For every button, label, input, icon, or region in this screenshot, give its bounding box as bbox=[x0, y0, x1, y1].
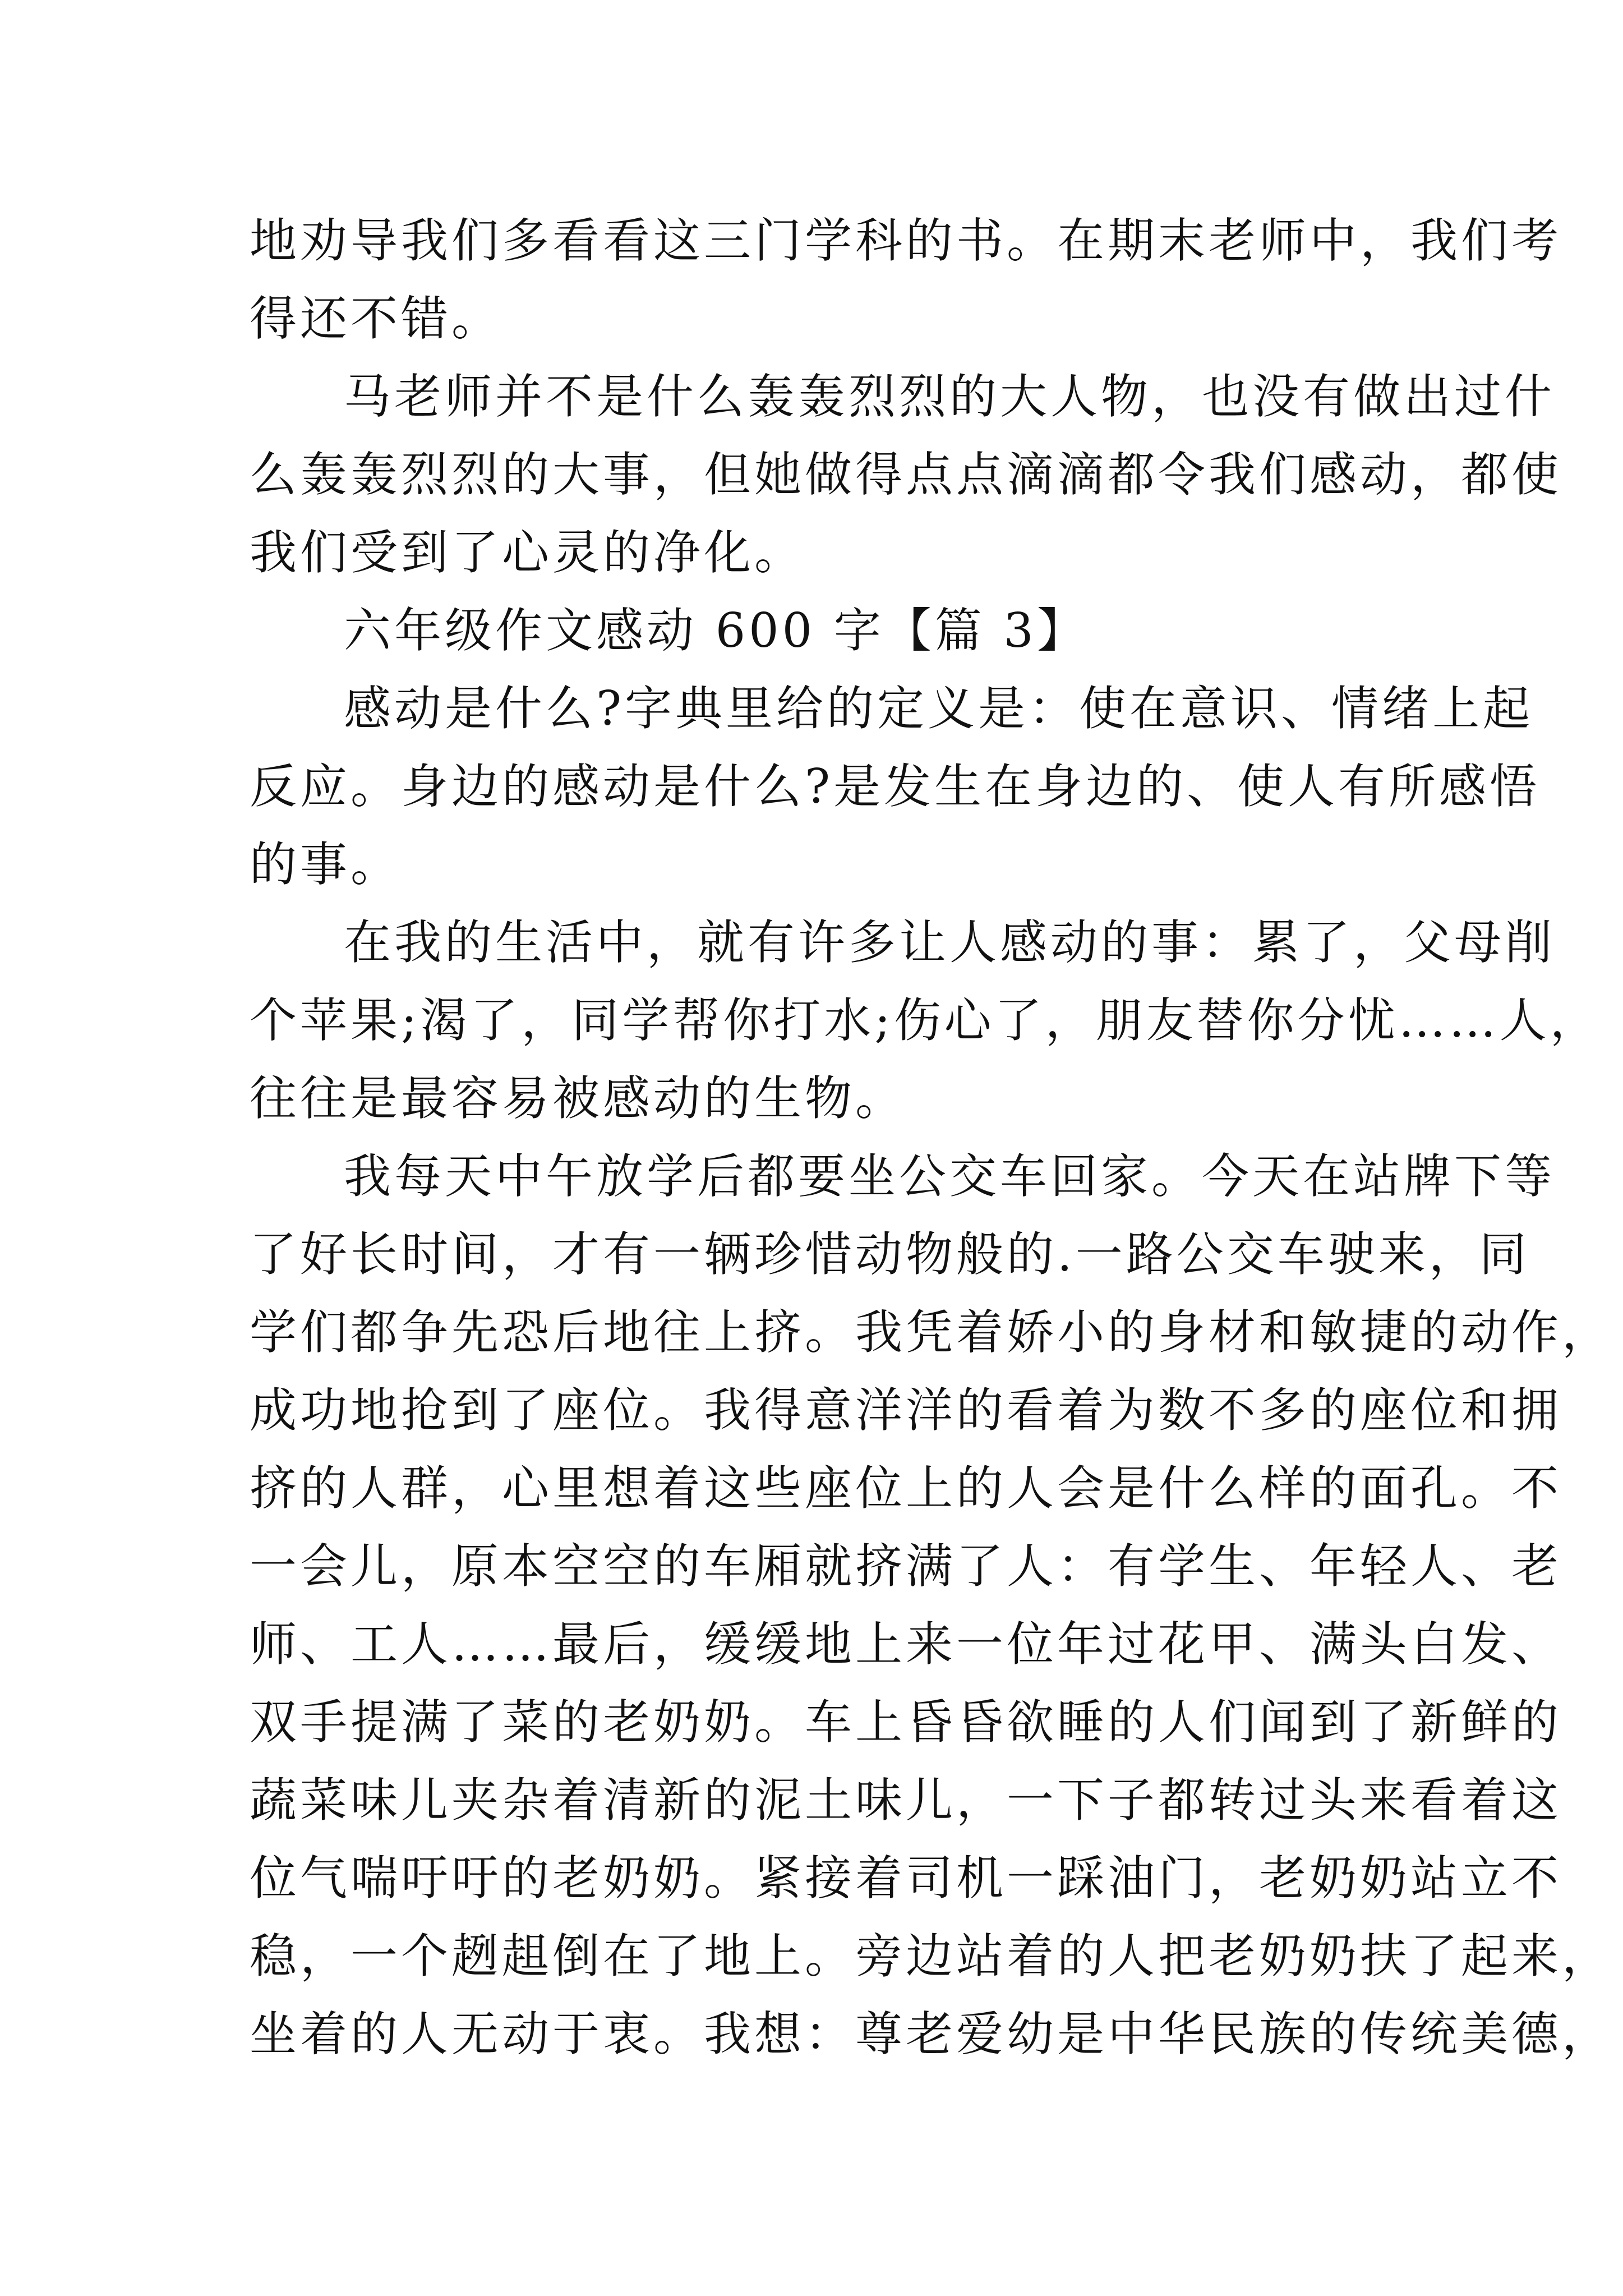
text-line: 位气喘吁吁的老奶奶。紧接着司机一踩油门，老奶奶站立不 bbox=[250, 1851, 1562, 1906]
text-line: 稳，一个趔趄倒在了地上。旁边站着的人把老奶奶扶了起来， bbox=[250, 1929, 1613, 1984]
text-line: 地劝导我们多看看这三门学科的书。在期末老师中，我们考 bbox=[250, 213, 1562, 268]
document-body bbox=[250, 202, 1613, 2073]
text-line: 了好长时间，才有一辆珍惜动物般的.一路公交车驶来，同 bbox=[250, 1227, 1530, 1282]
text-line: 在我的生活中，就有许多让人感动的事：累了，父母削 bbox=[344, 915, 1556, 970]
text-line: 我每天中午放学后都要坐公交车回家。今天在站牌下等 bbox=[344, 1149, 1556, 1204]
text-line: 的事。 bbox=[250, 837, 402, 892]
text-line: 挤的人群，心里想着这些座位上的人会是什么样的面孔。不 bbox=[250, 1461, 1562, 1516]
text-line: 学们都争先恐后地往上挤。我凭着娇小的身材和敏捷的动作， bbox=[250, 1305, 1613, 1360]
text-line: 么轰轰烈烈的大事，但她做得点点滴滴都令我们感动，都使 bbox=[250, 447, 1562, 502]
text-line: 往往是最容易被感动的生物。 bbox=[250, 1071, 906, 1126]
text-line: 蔬菜味儿夹杂着清新的泥土味儿，一下子都转过头来看着这 bbox=[250, 1773, 1562, 1828]
text-line: 感动是什么?字典里给的定义是：使在意识、情绪上起 bbox=[344, 681, 1534, 736]
text-line: 坐着的人无动于衷。我想：尊老爱幼是中华民族的传统美德， bbox=[250, 2007, 1613, 2062]
paragraph bbox=[250, 670, 1541, 904]
text-line: 得还不错。 bbox=[250, 291, 502, 346]
text-line: 成功地抢到了座位。我得意洋洋的看着为数不多的座位和拥 bbox=[250, 1383, 1562, 1438]
text-line: 个苹果;渴了，同学帮你打水;伤心了，朋友替你分忧……人， bbox=[250, 993, 1601, 1048]
text-line: 反应。身边的感动是什么?是发生在身边的、使人有所感悟 bbox=[250, 759, 1541, 814]
text-line: 一会儿，原本空空的车厢就挤满了人：有学生、年轻人、老 bbox=[250, 1539, 1562, 1594]
paragraph bbox=[250, 904, 1601, 1138]
text-line: 六年级作文感动 600 字【篇 3】 bbox=[344, 603, 1087, 658]
text-line: 马老师并不是什么轰轰烈烈的大人物，也没有做出过什 bbox=[344, 369, 1556, 424]
paragraph bbox=[250, 202, 1562, 358]
paragraph bbox=[250, 1138, 1613, 2073]
paragraph bbox=[250, 592, 1391, 670]
text-line: 我们受到了心灵的净化。 bbox=[250, 525, 805, 580]
text-line: 师、工人……最后，缓缓地上来一位年过花甲、满头白发、 bbox=[250, 1617, 1562, 1672]
text-line: 双手提满了菜的老奶奶。车上昏昏欲睡的人们闻到了新鲜的 bbox=[250, 1695, 1562, 1750]
paragraph bbox=[250, 358, 1562, 592]
